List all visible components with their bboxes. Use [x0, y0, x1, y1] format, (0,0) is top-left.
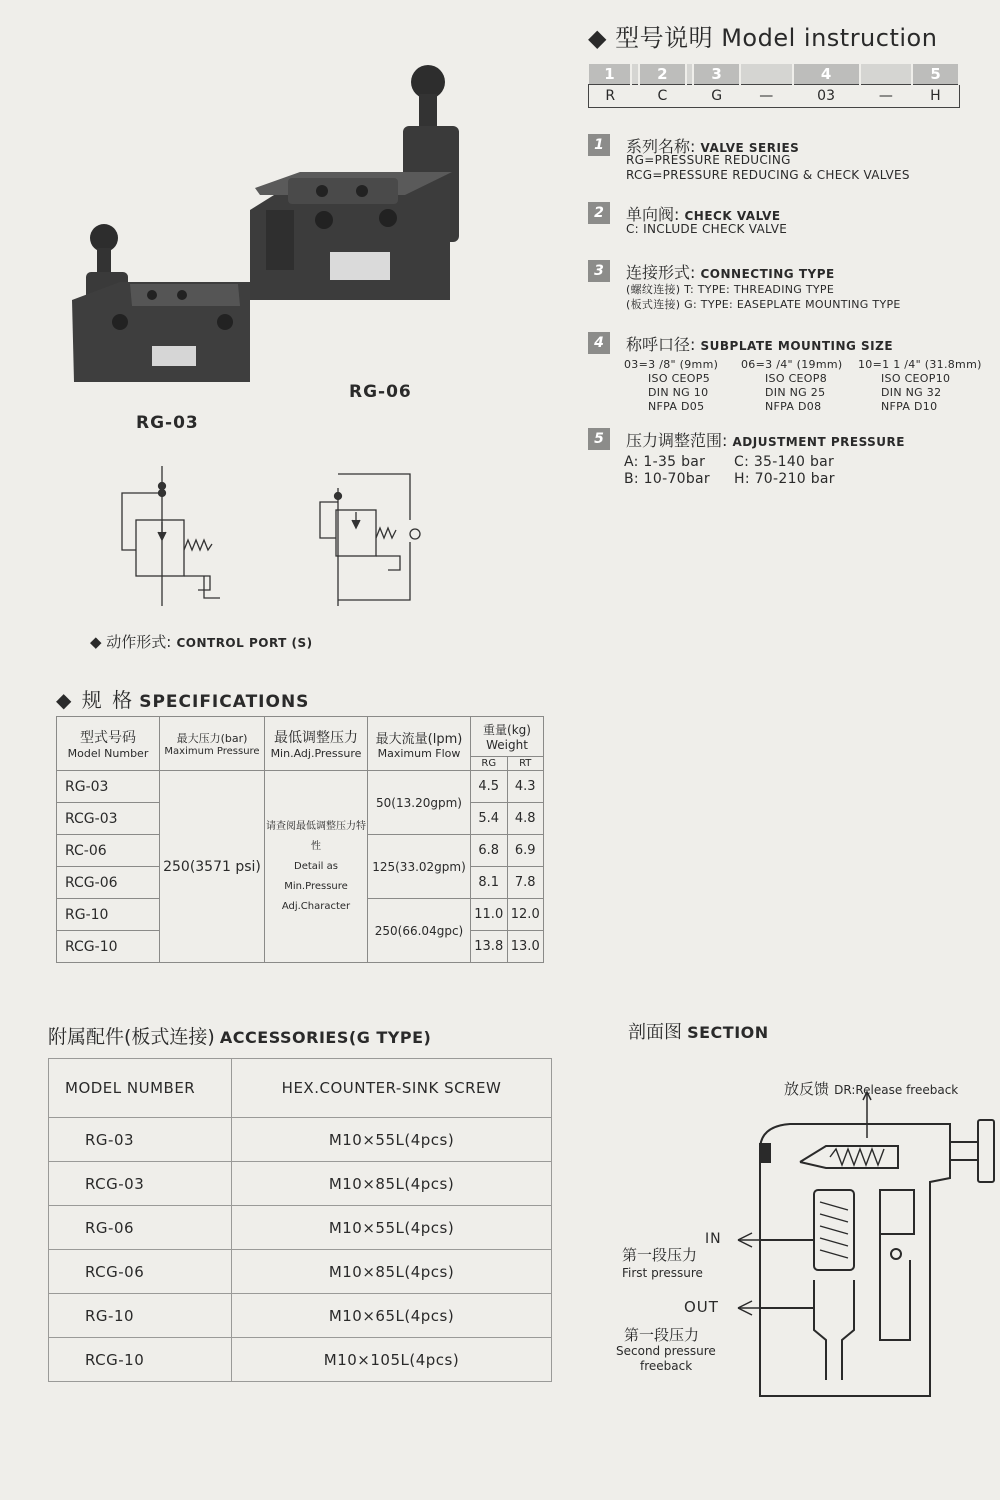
item-number-badge: 4	[588, 332, 610, 354]
position-number: 3	[693, 64, 740, 85]
weight-rt-cell: 7.8	[507, 867, 544, 899]
min-adj-cell: 请查阅最低调整压力特性 Detail as Min.Pressure Adj.Character	[265, 771, 368, 963]
first-pressure-cn: 第一段压力	[622, 1246, 698, 1264]
rg-06-valve-image	[250, 65, 459, 300]
weight-rt-cell: 4.3	[507, 771, 544, 803]
second-pressure-cn: 第一段压力	[624, 1326, 700, 1344]
code-dash: —	[860, 85, 913, 108]
model-cell: RG-03	[49, 1118, 232, 1162]
item-number-badge: 1	[588, 134, 610, 156]
section-title-cn: 剖面图	[628, 1022, 682, 1043]
model-instruction-title: ◆ 型号说明 Model instruction	[588, 24, 938, 52]
item-line: RCG=PRESSURE REDUCING & CHECK VALVES	[626, 168, 910, 182]
item-check-valve	[588, 202, 988, 242]
item-title-cn: 连接形式:	[626, 263, 696, 282]
size-spec: NFPA D08	[765, 400, 822, 413]
header-min-adj-pressure: 最低调整压力 Min.Adj.Pressure	[265, 717, 368, 771]
section-title	[628, 1018, 769, 1044]
pressure-range: A: 1-35 bar	[624, 454, 706, 470]
item-valve-series	[588, 134, 988, 184]
accessories-title-cn: 附属配件(板式连接)	[48, 1026, 215, 1048]
model-cell: RG-06	[49, 1206, 232, 1250]
model-cell: RCG-06	[49, 1250, 232, 1294]
item-title-cn: 称呼口径:	[626, 335, 696, 354]
first-pressure-en: First pressure	[622, 1266, 703, 1280]
model-cell: RCG-10	[49, 1338, 232, 1382]
accessories-table	[48, 1058, 552, 1382]
item-title-cn: 单向阀:	[626, 205, 680, 224]
item-title-en: CHECK VALVE	[684, 209, 781, 223]
second-pressure-en2: freeback	[640, 1359, 693, 1373]
weight-rt-cell: 6.9	[507, 835, 544, 867]
control-port-label	[90, 631, 313, 652]
model-cell: RCG-10	[57, 931, 160, 963]
code-letter: H	[912, 85, 959, 108]
position-number: 2	[639, 64, 686, 85]
weight-rg-cell: 13.8	[471, 931, 508, 963]
weight-rt-cell: 4.8	[507, 803, 544, 835]
accessories-title	[48, 1022, 431, 1049]
screw-cell: M10×85L(4pcs)	[232, 1162, 552, 1206]
reducing-check-valve-symbol	[320, 474, 420, 606]
size-spec: NFPA D05	[648, 400, 705, 413]
item-adjustment-pressure	[588, 428, 988, 490]
valve-photos	[60, 60, 480, 400]
size-spec: NFPA D10	[881, 400, 938, 413]
in-label: IN	[705, 1231, 722, 1247]
screw-cell: M10×65L(4pcs)	[232, 1294, 552, 1338]
header-weight: 重量(kg) Weight	[471, 717, 544, 757]
accessories-title-en: ACCESSORIES(G TYPE)	[219, 1028, 432, 1047]
table-row	[49, 1206, 552, 1250]
specifications-title-cn: ◆ 规 格	[56, 688, 135, 712]
pressure-range: C: 35-140 bar	[734, 454, 835, 470]
code-letter: C	[639, 85, 686, 108]
item-line: (板式连接) G: TYPE: EASEPLATE MOUNTING TYPE	[626, 298, 901, 311]
specifications-title-en: SPECIFICATIONS	[139, 692, 310, 712]
specifications-table	[56, 716, 544, 963]
position-number: 5	[912, 64, 959, 85]
code-letter: G	[693, 85, 740, 108]
rg-03-valve-image	[72, 224, 250, 382]
code-letter: 03	[793, 85, 860, 108]
control-port-cn: ◆ 动作形式:	[90, 633, 172, 651]
hydraulic-symbols	[110, 460, 440, 610]
item-title-en: ADJUSTMENT PRESSURE	[732, 435, 905, 449]
item-title-en: CONNECTING TYPE	[700, 267, 835, 281]
header-model-number: 型式号码 Model Number	[57, 717, 160, 771]
out-label: OUT	[684, 1298, 719, 1316]
rg-06-caption: RG-06	[349, 382, 412, 402]
control-port-en: CONTROL PORT (S)	[176, 636, 313, 650]
table-row	[49, 1162, 552, 1206]
item-number-badge: 3	[588, 260, 610, 282]
pressure-range: B: 10-70bar	[624, 471, 710, 487]
item-title-en: SUBPLATE MOUNTING SIZE	[700, 339, 894, 353]
max-pressure-cell: 250(3571 psi)	[160, 771, 265, 963]
header-model-number: MODEL NUMBER	[49, 1059, 232, 1118]
weight-rt-cell: 12.0	[507, 899, 544, 931]
section-drawing	[730, 1090, 1000, 1410]
screw-cell: M10×55L(4pcs)	[232, 1206, 552, 1250]
section-title-en: SECTION	[687, 1023, 769, 1042]
rg-03-caption: RG-03	[136, 413, 199, 433]
item-number-badge: 2	[588, 202, 610, 224]
specifications-title	[56, 684, 309, 713]
position-number: 4	[793, 64, 860, 85]
item-title-en: VALVE SERIES	[700, 141, 800, 155]
size-spec: 03=3 /8" (9mm)	[624, 358, 719, 371]
weight-rg-cell: 8.1	[471, 867, 508, 899]
flow-cell: 50(13.20gpm)	[368, 771, 471, 835]
dr-label: 放反馈 DR:Release freeback	[784, 1080, 959, 1098]
item-connecting-type	[588, 260, 988, 312]
model-cell: RG-10	[49, 1294, 232, 1338]
item-title-cn: 系列名称:	[626, 137, 696, 156]
table-row	[49, 1294, 552, 1338]
item-line: C: INCLUDE CHECK VALVE	[626, 222, 788, 236]
screw-cell: M10×85L(4pcs)	[232, 1250, 552, 1294]
weight-rg-cell: 5.4	[471, 803, 508, 835]
header-weight-rg: RG	[471, 757, 508, 771]
table-row	[49, 1338, 552, 1382]
weight-rg-cell: 11.0	[471, 899, 508, 931]
reducing-valve-symbol	[122, 466, 220, 606]
size-spec: DIN NG 32	[881, 386, 942, 399]
header-screw: HEX.COUNTER-SINK SCREW	[232, 1059, 552, 1118]
model-cell: RCG-03	[57, 803, 160, 835]
model-cell: RC-06	[57, 835, 160, 867]
weight-rg-cell: 4.5	[471, 771, 508, 803]
second-pressure-en: Second pressure	[616, 1344, 716, 1358]
weight-rt-cell: 13.0	[507, 931, 544, 963]
size-spec: DIN NG 25	[765, 386, 826, 399]
size-spec: ISO CEOP5	[648, 372, 711, 385]
size-spec: ISO CEOP8	[765, 372, 828, 385]
model-cell: RG-10	[57, 899, 160, 931]
pressure-range: H: 70-210 bar	[734, 471, 835, 487]
model-cell: RCG-03	[49, 1162, 232, 1206]
position-number: 1	[589, 64, 632, 85]
screw-cell: M10×105L(4pcs)	[232, 1338, 552, 1382]
flow-cell: 125(33.02gpm)	[368, 835, 471, 899]
code-dash: —	[740, 85, 793, 108]
screw-cell: M10×55L(4pcs)	[232, 1118, 552, 1162]
item-number-badge: 5	[588, 428, 610, 450]
size-spec: 10=1 1 /4" (31.8mm)	[858, 358, 982, 371]
table-row	[57, 771, 544, 803]
weight-rg-cell: 6.8	[471, 835, 508, 867]
code-letter: R	[589, 85, 632, 108]
model-cell: RCG-06	[57, 867, 160, 899]
size-spec: 06=3 /4" (19mm)	[741, 358, 843, 371]
table-row	[49, 1118, 552, 1162]
header-weight-rt: RT	[507, 757, 544, 771]
flow-cell: 250(66.04gpc)	[368, 899, 471, 963]
item-subplate-size	[588, 332, 988, 416]
header-max-pressure: 最大压力(bar) Maximum Pressure	[160, 717, 265, 771]
size-spec: ISO CEOP10	[881, 372, 951, 385]
table-row	[49, 1250, 552, 1294]
item-title-cn: 压力调整范围:	[626, 431, 728, 450]
model-code-table	[588, 64, 960, 108]
item-line: RG=PRESSURE REDUCING	[626, 153, 791, 167]
model-cell: RG-03	[57, 771, 160, 803]
item-line: (螺纹连接) T: TYPE: THREADING TYPE	[626, 283, 835, 296]
header-max-flow: 最大流量(lpm) Maximum Flow	[368, 717, 471, 771]
size-spec: DIN NG 10	[648, 386, 709, 399]
